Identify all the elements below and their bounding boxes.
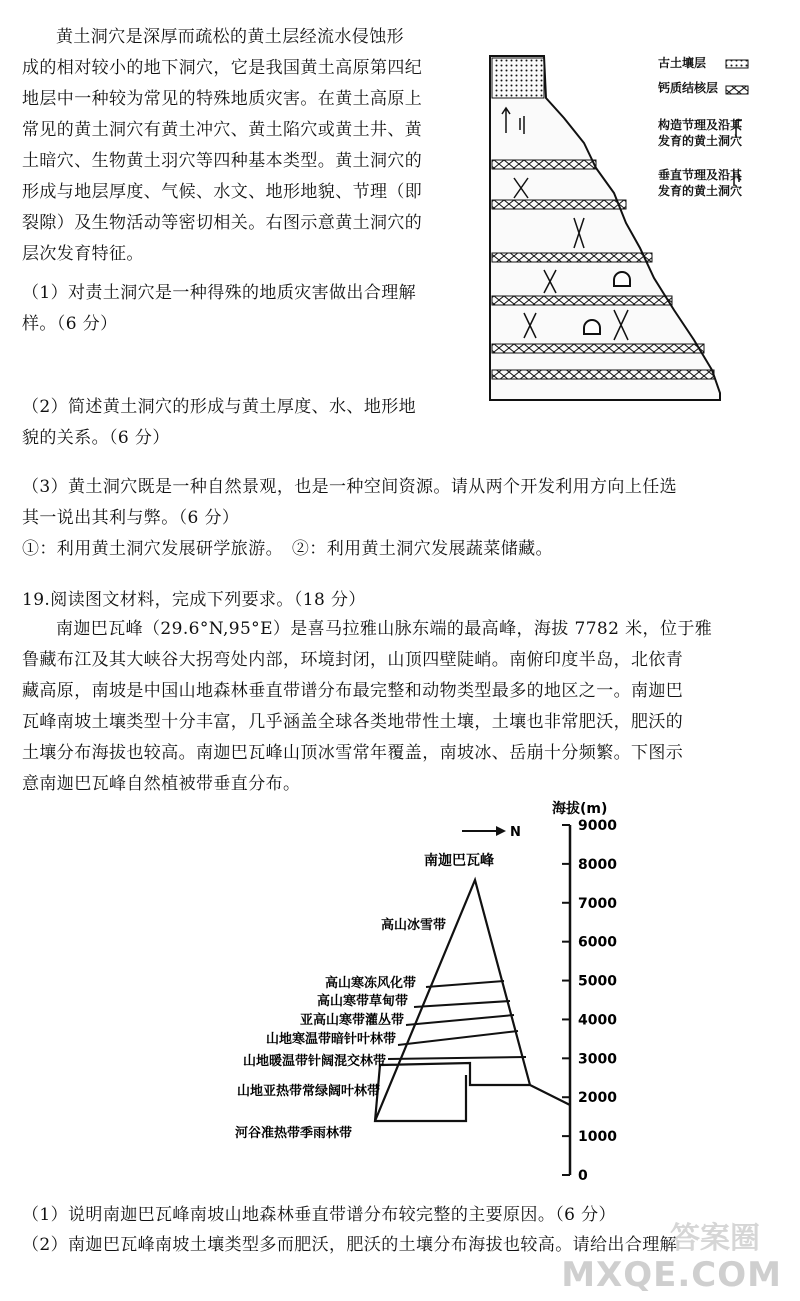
q19-intro-line: 瓦峰南坡土壤类型十分丰富，几乎涵盖全球各类地带性土壤，土壤也非常肥沃，肥沃的: [22, 712, 684, 732]
q19-intro-line: 意南迦巴瓦峰自然植被带垂直分布。: [22, 774, 301, 794]
legend-item-structural-b: 发育的黄土洞穴: [658, 134, 743, 148]
q19-sub2: （2）南迦巴瓦峰南坡土壤类型多而肥沃，肥沃的土壤分布海拔也较高。请给出合理解: [22, 1235, 678, 1255]
q19-intro-line: 土壤分布海拔也较高。南迦巴瓦峰山顶冰雪常年覆盖，南坡冰、岳崩十分频繁。下图示: [22, 743, 684, 763]
tick-label: 5000: [578, 973, 617, 990]
legend-item-structural-a: 构造节理及沿其: [658, 118, 743, 132]
q18-intro-line: 常见的黄土洞穴有黄土冲穴、黄土陷穴或黄土井、黄: [22, 120, 423, 140]
q18-intro-line: 形成与地层厚度、气候、水文、地形地貌、节理（即: [22, 182, 423, 202]
q18-intro-line: 黄土洞穴是深厚而疏松的黄土层经流水侵蚀形: [56, 27, 404, 47]
q18-intro-line: 层次发育特征。: [22, 244, 144, 264]
belt-label: 山地寒温带暗针叶林带: [265, 1032, 396, 1047]
belt-label: 河谷准热带季雨林带: [234, 1126, 352, 1141]
belt-label: 高山寒带草甸带: [316, 994, 408, 1009]
q19-intro-line: 南迦巴瓦峰（29.6°N,95°E）是喜马拉雅山脉东端的最高峰，海拔 7782 米，位于雅: [56, 619, 713, 639]
q19-sub1: （1）说明南迦巴瓦峰南坡山地森林垂直带谱分布较完整的主要原因。（6 分）: [22, 1205, 616, 1225]
q19-intro-line: 鲁藏布江及其大峡谷大拐弯处内部，环境封闭，山顶四壁陡峭。南俯印度半岛，北依青: [22, 650, 684, 670]
tick-label: 9000: [578, 818, 617, 834]
belt-label: 高山寒冻风化带: [324, 976, 416, 991]
q19-intro-line: 藏高原，南坡是中国山地森林垂直带谱分布最完整和动物类型最多的地区之一。南迦巴: [22, 681, 684, 701]
q18-sub3-line: 其一说出其利与弊。（6 分）: [22, 508, 240, 528]
watermark-url: MXQE.COM: [561, 1255, 782, 1295]
q18-intro-line: 土暗穴、生物黄土羽穴等四种基本类型。黄土洞穴的: [22, 151, 423, 171]
q18-options: ①：利用黄土洞穴发展研学旅游。 ②：利用黄土洞穴发展蔬菜储藏。: [22, 539, 553, 559]
q19-title: 19.阅读图文材料，完成下列要求。（18 分）: [22, 590, 366, 610]
legend-swatch-calcic: [726, 86, 748, 94]
legend-swatch-paleosol: [726, 60, 748, 68]
tick-label: 4000: [578, 1012, 617, 1029]
q18-sub2: [22, 392, 482, 454]
q19-intro: [22, 614, 782, 800]
q18-sub1-line: 样。（6 分）: [22, 314, 118, 334]
tick-label: 6000: [578, 934, 617, 951]
q18-sub2-line: 貌的关系。（6 分）: [22, 428, 170, 448]
legend-item-calcic: 钙质结核层: [658, 81, 719, 95]
tick-label: 3000: [578, 1051, 617, 1068]
legend-item-vertical-a: 垂直节理及沿其: [658, 168, 743, 182]
q18-sub3-line: （3）黄土洞穴既是一种自然景观，也是一种空间资源。请从两个开发利用方向上任选: [22, 477, 678, 497]
belt-label: 山地亚热带常绿阔叶林带: [236, 1084, 380, 1099]
q18-intro-line: 成的相对较小的地下洞穴，它是我国黄土高原第四纪: [22, 58, 423, 78]
legend-item-vertical-b: 发育的黄土洞穴: [658, 184, 743, 198]
tick-label: 7000: [578, 895, 617, 912]
belt-label: 山地暖温带针阔混交林带: [242, 1054, 386, 1069]
north-arrow-head: [496, 826, 506, 836]
loess-cave-figure: [484, 48, 784, 428]
q18-intro: [22, 22, 482, 270]
vegetation-belt-figure: [180, 795, 620, 1195]
q18-intro-line: 地层中一种较为常见的特殊地质灾害。在黄土高原上: [22, 89, 423, 109]
tick-label: 8000: [578, 856, 617, 873]
tick-label: 2000: [578, 1090, 617, 1107]
belt-label: 亚高山寒带灌丛带: [299, 1013, 404, 1028]
q18-sub2-line: （2）简述黄土洞穴的形成与黄土厚度、水、地形地: [22, 397, 417, 417]
watermark-cn: 答案圈: [670, 1221, 760, 1256]
north-label: N: [510, 825, 521, 840]
tick-label: 0: [578, 1168, 588, 1184]
top-soil-block: [492, 58, 544, 98]
q18-sub1: [22, 278, 482, 340]
tick-label: 1000: [578, 1129, 617, 1146]
belt-label: 高山冰雪带: [380, 918, 446, 933]
q18-sub3: [22, 472, 782, 534]
legend-item-paleosol: 古土壤层: [658, 56, 707, 70]
axis-title: 海拔(m): [552, 801, 608, 817]
q18-sub1-line: （1）对责土洞穴是一种得殊的地质灾害做出合理解: [22, 283, 417, 303]
q18-intro-line: 裂隙）及生物活动等密切相关。右图示意黄土洞穴的: [22, 213, 423, 233]
peak-label: 南迦巴瓦峰: [424, 853, 494, 869]
